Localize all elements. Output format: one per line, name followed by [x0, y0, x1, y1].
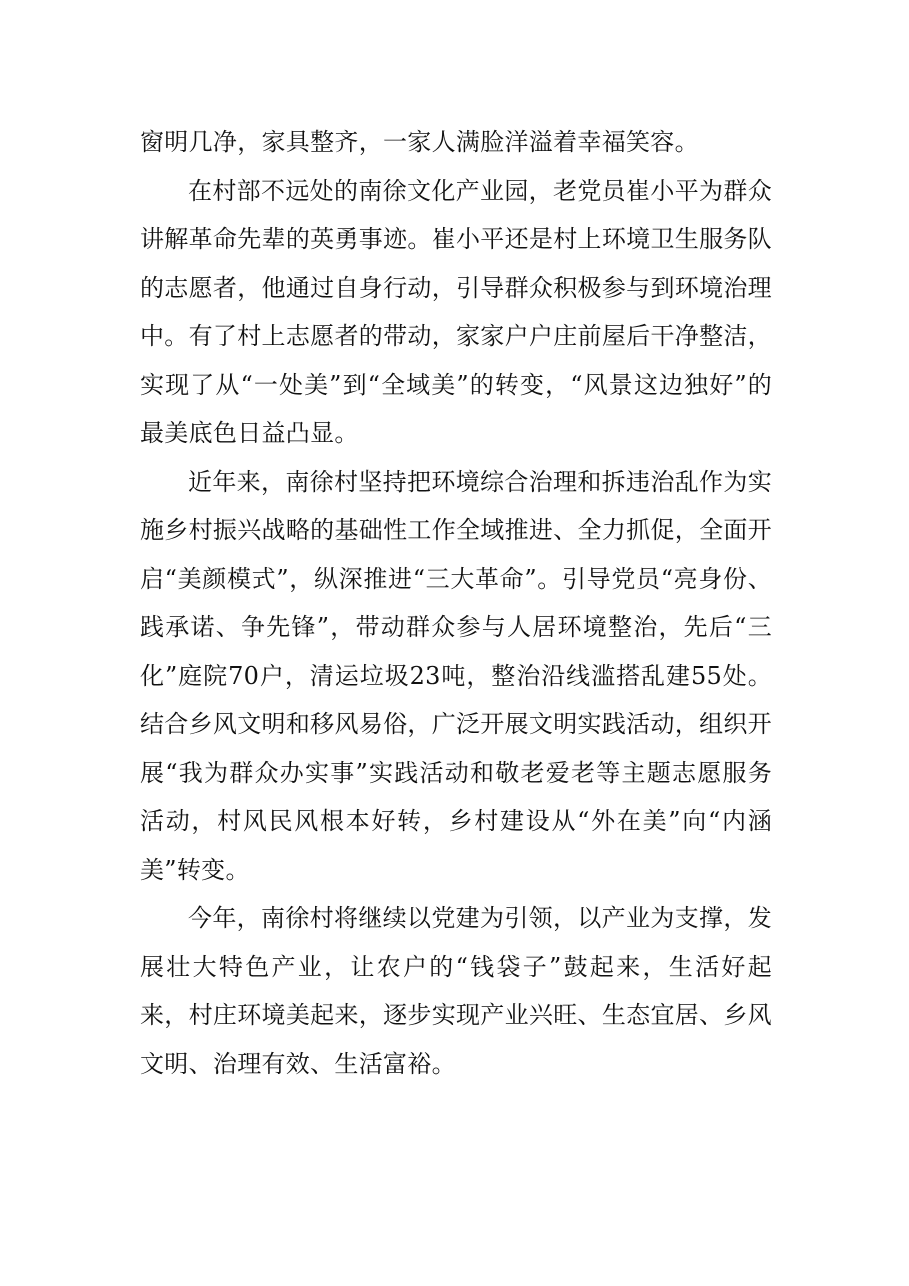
- article-body: [140, 118, 772, 1088]
- paragraph-this-year-plan: 今年，南徐村将继续以党建为引领，以产业为支撑，发展壮大特色产业，让农户的“钱袋子”鼓起来，生活好起来，村庄环境美起来，逐步实现产业兴旺、生态宜居、乡风文明、治理有效、生活富裕。: [140, 904, 772, 1078]
- paragraph-volunteer: 在村部不远处的南徐文化产业园，老党员崔小平为群众讲解革命先辈的英勇事迹。崔小平还是村上环境卫生服务队的志愿者，他通过自身行动，引导群众积极参与到环境治理中。有了村上志愿者的带动，家家户户庄前屋后干净整洁，实现了从“一处美”到“全域美”的转变，“风景这边独好”的最美底色日益凸显。: [140, 176, 772, 447]
- paragraph-environment-governance: 近年来，南徐村坚持把环境综合治理和拆违治乱作为实施乡村振兴战略的基础性工作全域推进、全力抓促，全面开启“美颜模式”，纵深推进“三大革命”。引导党员“亮身份、践承诺、争先锋”，带动群众参与人居环境整治，先后“三化”庭院70户，清运垃圾23吨，整治沿线滥搭乱建55处。结合乡风文明和移风易俗，广泛开展文明实践活动，组织开展“我为群众办实事”实践活动和敬老爱老等主题志愿服务活动，村风民风根本好转，乡村建设从“外在美”向“内涵美”转变。: [140, 467, 772, 884]
- paragraph-continuation: 窗明几净，家具整齐，一家人满脸洋溢着幸福笑容。: [140, 128, 699, 156]
